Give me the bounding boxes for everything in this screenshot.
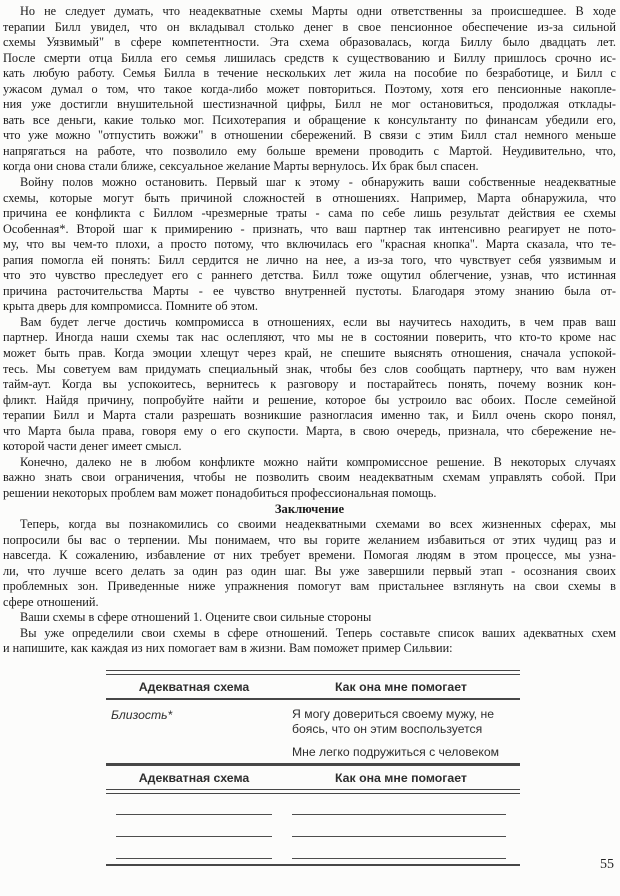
paragraph <box>3 455 616 502</box>
text-line: тесь. Мы советуем вам придумать специальный знак, чтобы без слов сообщать партнеру, что вам нужен <box>3 361 616 376</box>
blank-rows <box>106 794 520 864</box>
paragraph <box>3 610 616 626</box>
write-line <box>116 858 272 859</box>
text-line: схемы Уязвимый" в сфере компетентности. Эта схема образовалась, когда Биллу было двадцать лет. <box>3 35 616 50</box>
text-line: которой части денег имеет смысл. <box>3 439 182 454</box>
text-line: тайм-аут. Когда вы успокоитесь, вернитесь к разговору и постарайтесь понять, почему возник кон- <box>3 377 616 392</box>
text-line: Вам будет легче достичь компромисса в отношениях, если вы научитесь находить, в чем прав ваш <box>20 314 616 329</box>
paragraph <box>3 517 616 610</box>
benefit-text: Я могу довериться своему мужу, не боясь, что он этим воспользуется <box>292 707 495 737</box>
text-line: рапия помогла ей понять: Билл сердится не лично на нее, а из-за того, что чувствует себя уязвимым и <box>3 252 616 267</box>
paragraph <box>3 4 616 175</box>
text-line: навсегда. К сожалению, избавление от них требует времени. Помогая людям в этом процессе, мы узна- <box>3 548 616 563</box>
text-line: Конечно, далеко не в любом конфликте можно найти компромиссное решение. В некоторых случаях <box>20 454 616 469</box>
text-line: ужасом думал о том, что такое когда-либо может повториться. Поэтому, хотя его пенсионные накопле- <box>3 81 616 96</box>
blank-cell-right <box>282 838 520 860</box>
paragraph <box>3 175 616 315</box>
text-line: Но не следует думать, что неадекватные схемы Марты одни ответственны за происшедшее. В ходе <box>20 4 616 18</box>
column-header-schema: Адекватная схема <box>138 679 250 694</box>
text-line: вать все деньги, какие только мог. Психотерапия и обращение к консультанту по финансам убедили его, <box>3 112 616 127</box>
benefit-text: Мне легко подружиться с человеком <box>292 745 500 760</box>
blank-cell-left <box>106 838 282 860</box>
text-line: попросили бы вас о терпении. Мы понимаем, что вы горите желанием избавиться от этих чудищ раз и <box>3 532 616 547</box>
text-line: Войну полов можно остановить. Первый шаг к этому - обнаружить ваши собственные неадекватные <box>20 175 616 190</box>
repeat-column-header-schema: Адекватная схема <box>138 770 250 785</box>
text-line: причина ее конфликта с Биллом -чрезмерные траты - сама по себе лишь результат действия ее схемы <box>3 206 616 221</box>
table-rule-bottom <box>106 864 520 867</box>
text-line: проблемных зон. Приведенные ниже упражнения помогут вам пристальнее взглянуть на свои схемы в <box>3 579 616 594</box>
table-header-row <box>106 675 520 698</box>
text-line: схемы, которые могут быть причиной сложностей в отношениях. Например, Марта обнаружила, что <box>3 190 616 205</box>
blank-cell-right <box>282 794 520 816</box>
example-benefits-cell <box>282 706 520 760</box>
write-line <box>292 836 506 837</box>
text-line: терапии Билл увидел, что он вкладывал столько денег в свое пенсионное обеспечение из-за сильной <box>3 19 616 34</box>
write-line <box>116 814 272 815</box>
blank-cell-left <box>106 816 282 838</box>
text-line: Теперь, когда вы познакомились со своими неадекватными схемами во всех жизненных сферах, мы <box>20 517 616 532</box>
text-line: и напишите, как каждая из них помогает вам в жизни. Вам поможет пример Сильвии: <box>3 641 453 656</box>
write-line <box>292 858 506 859</box>
schema-table <box>106 670 520 867</box>
text-line: После смерти отца Билла его семья лишилась средств к существованию и Биллу пришлось срочно ис- <box>3 50 616 65</box>
text-line: может быть прав. Когда эмоции хлещут через край, не спешите выяснять отношения, сначала успокой- <box>3 346 616 361</box>
text-line: когда они снова стали ближе, сексуальное желание Марты вернулось. Их брак был спасен. <box>3 159 479 174</box>
example-row <box>106 700 520 763</box>
blank-row <box>106 838 520 860</box>
text-line: что уже можно "отпустить вожжи" в отношении сбережений. В связи с этим Билл стал немного меньше <box>3 128 616 143</box>
schema-name-cell: Близость* <box>111 708 173 723</box>
write-line <box>292 814 506 815</box>
blank-row <box>106 816 520 838</box>
text-line: сфере отношений. <box>3 594 99 609</box>
text-line: Ваши схемы в сфере отношений 1. Оцените свои сильные стороны <box>20 610 372 625</box>
text-line: причина расточительства Марты - ее чувство внутренней пустоты. Благодаря этому знанию была от- <box>3 283 616 298</box>
column-header-benefit: Как она мне помогает <box>335 679 467 694</box>
text-line: что Марта была права, говоря ему о его скупости. Марта, в свою очередь, признала, что сбережение не- <box>3 423 616 438</box>
text-line: напрягаться на работе, что позволило ему больше времени проводить с Мартой. Неудивительно, что, <box>3 143 616 158</box>
text-line: му, что вы чем-то плохи, а просто потому, что включилась его "красная кнопка". Марта сказала, что те- <box>3 237 616 252</box>
text-line: Вы уже определили свои схемы в сфере отношений. Теперь составьте список ваших адекватных схем <box>20 625 616 640</box>
section-heading: Заключение <box>274 501 345 516</box>
text-line: кать любую работу. Семья Билла в течение нескольких лет жила на пособие по безработице, и Билл с <box>3 66 616 81</box>
text-line: Особенная*. Второй шаг к примирению - признать, что ваш партнер так интенсивно реагирует не пото- <box>3 221 616 236</box>
text-line: фликт. Найдя причину, попробуйте найти и решение, которое бы устроило вас обоих. После семейной <box>3 392 616 407</box>
text-flow <box>3 4 616 657</box>
paragraph <box>3 315 616 455</box>
write-line <box>116 836 272 837</box>
repeat-header-row <box>106 766 520 789</box>
blank-row <box>106 794 520 816</box>
text-line: важно знать свои ограничения, чтобы не позволить своим неадекватным схемам управлять собой. При <box>3 470 616 485</box>
repeat-column-header-benefit: Как она мне помогает <box>335 770 467 785</box>
text-line: решении некоторых проблем вам может понадобиться профессиональная помощь. <box>3 485 437 500</box>
text-line: что это чувство преследует его с раннего детства. Билл тоже ощутил облегчение, узнав, что истинная <box>3 268 616 283</box>
text-line: терапии Билл и Марта стали разрешать возникшие разногласия именно так, и Билл очень скоро понял, <box>3 408 616 423</box>
text-line: ли, что лучше всего делать за один раз один шаг. Вы уже завершили первый этап - осознания своих <box>3 563 616 578</box>
page-number: 55 <box>600 857 614 872</box>
paragraph <box>3 626 616 657</box>
text-line: партнер. Иногда наши схемы так нас ослепляют, что мы не в состоянии поверить, что кто-то кроме нас <box>3 330 616 345</box>
blank-cell-left <box>106 794 282 816</box>
text-line: крыта дверь для компромисса. Помните об этом. <box>3 299 258 314</box>
text-line: ния уже достигли внушительной шестизначной цифры, Билл не мог остановиться, продолжая отклады- <box>3 97 616 112</box>
blank-cell-right <box>282 816 520 838</box>
